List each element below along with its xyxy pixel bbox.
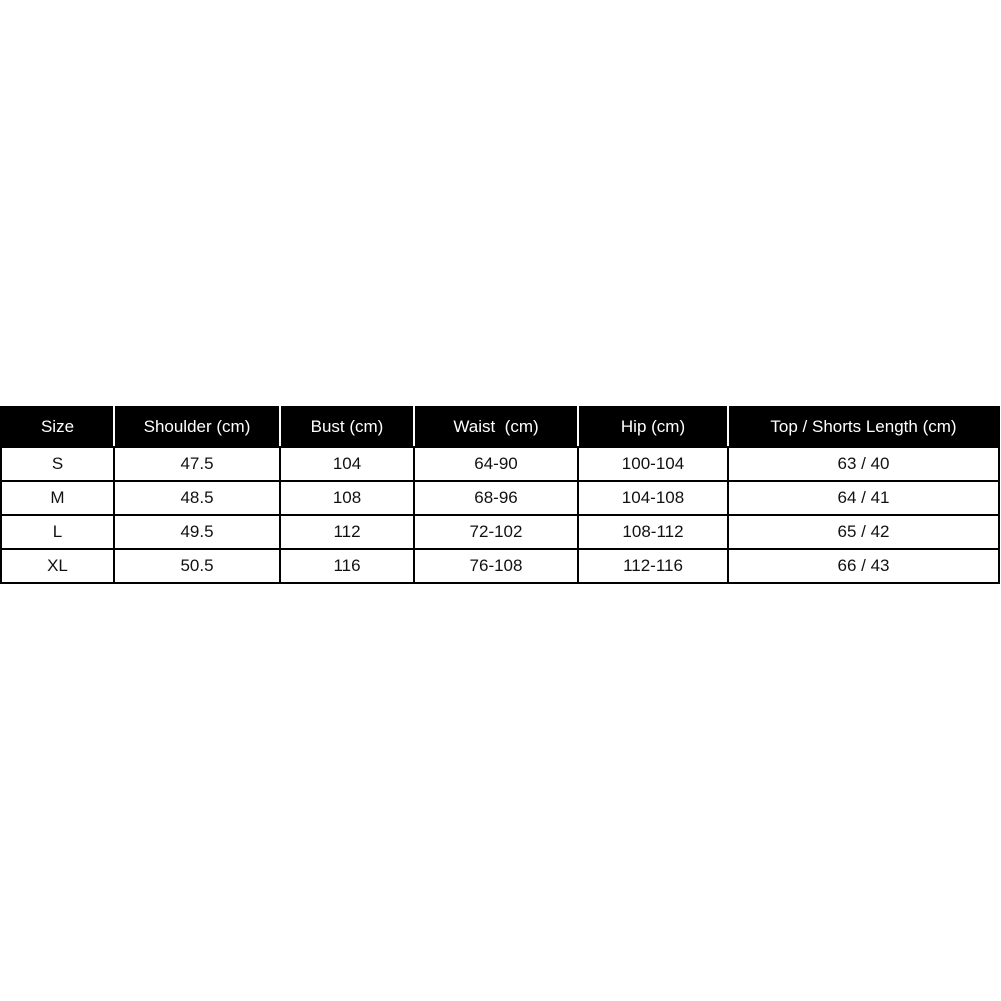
cell-size: XL	[1, 549, 114, 583]
cell-length: 65 / 42	[728, 515, 999, 549]
header-row	[1, 407, 999, 447]
table-header	[1, 407, 999, 447]
cell-length: 63 / 40	[728, 447, 999, 481]
cell-waist: 72-102	[414, 515, 578, 549]
cell-shoulder: 49.5	[114, 515, 280, 549]
cell-shoulder: 48.5	[114, 481, 280, 515]
cell-bust: 104	[280, 447, 414, 481]
cell-length: 66 / 43	[728, 549, 999, 583]
header-waist: Waist (cm)	[414, 407, 578, 447]
header-size: Size	[1, 407, 114, 447]
header-length: Top / Shorts Length (cm)	[728, 407, 999, 447]
cell-waist: 68-96	[414, 481, 578, 515]
cell-hip: 104-108	[578, 481, 728, 515]
table-row	[1, 515, 999, 549]
cell-bust: 116	[280, 549, 414, 583]
cell-length: 64 / 41	[728, 481, 999, 515]
cell-size: M	[1, 481, 114, 515]
table-row	[1, 549, 999, 583]
cell-shoulder: 47.5	[114, 447, 280, 481]
cell-waist: 64-90	[414, 447, 578, 481]
cell-hip: 112-116	[578, 549, 728, 583]
cell-hip: 108-112	[578, 515, 728, 549]
header-bust: Bust (cm)	[280, 407, 414, 447]
cell-size: L	[1, 515, 114, 549]
table-body	[1, 447, 999, 583]
header-shoulder: Shoulder (cm)	[114, 407, 280, 447]
table-row	[1, 447, 999, 481]
cell-bust: 108	[280, 481, 414, 515]
cell-hip: 100-104	[578, 447, 728, 481]
cell-bust: 112	[280, 515, 414, 549]
cell-waist: 76-108	[414, 549, 578, 583]
size-chart-table	[0, 406, 1000, 584]
cell-shoulder: 50.5	[114, 549, 280, 583]
table-row	[1, 481, 999, 515]
cell-size: S	[1, 447, 114, 481]
header-hip: Hip (cm)	[578, 407, 728, 447]
